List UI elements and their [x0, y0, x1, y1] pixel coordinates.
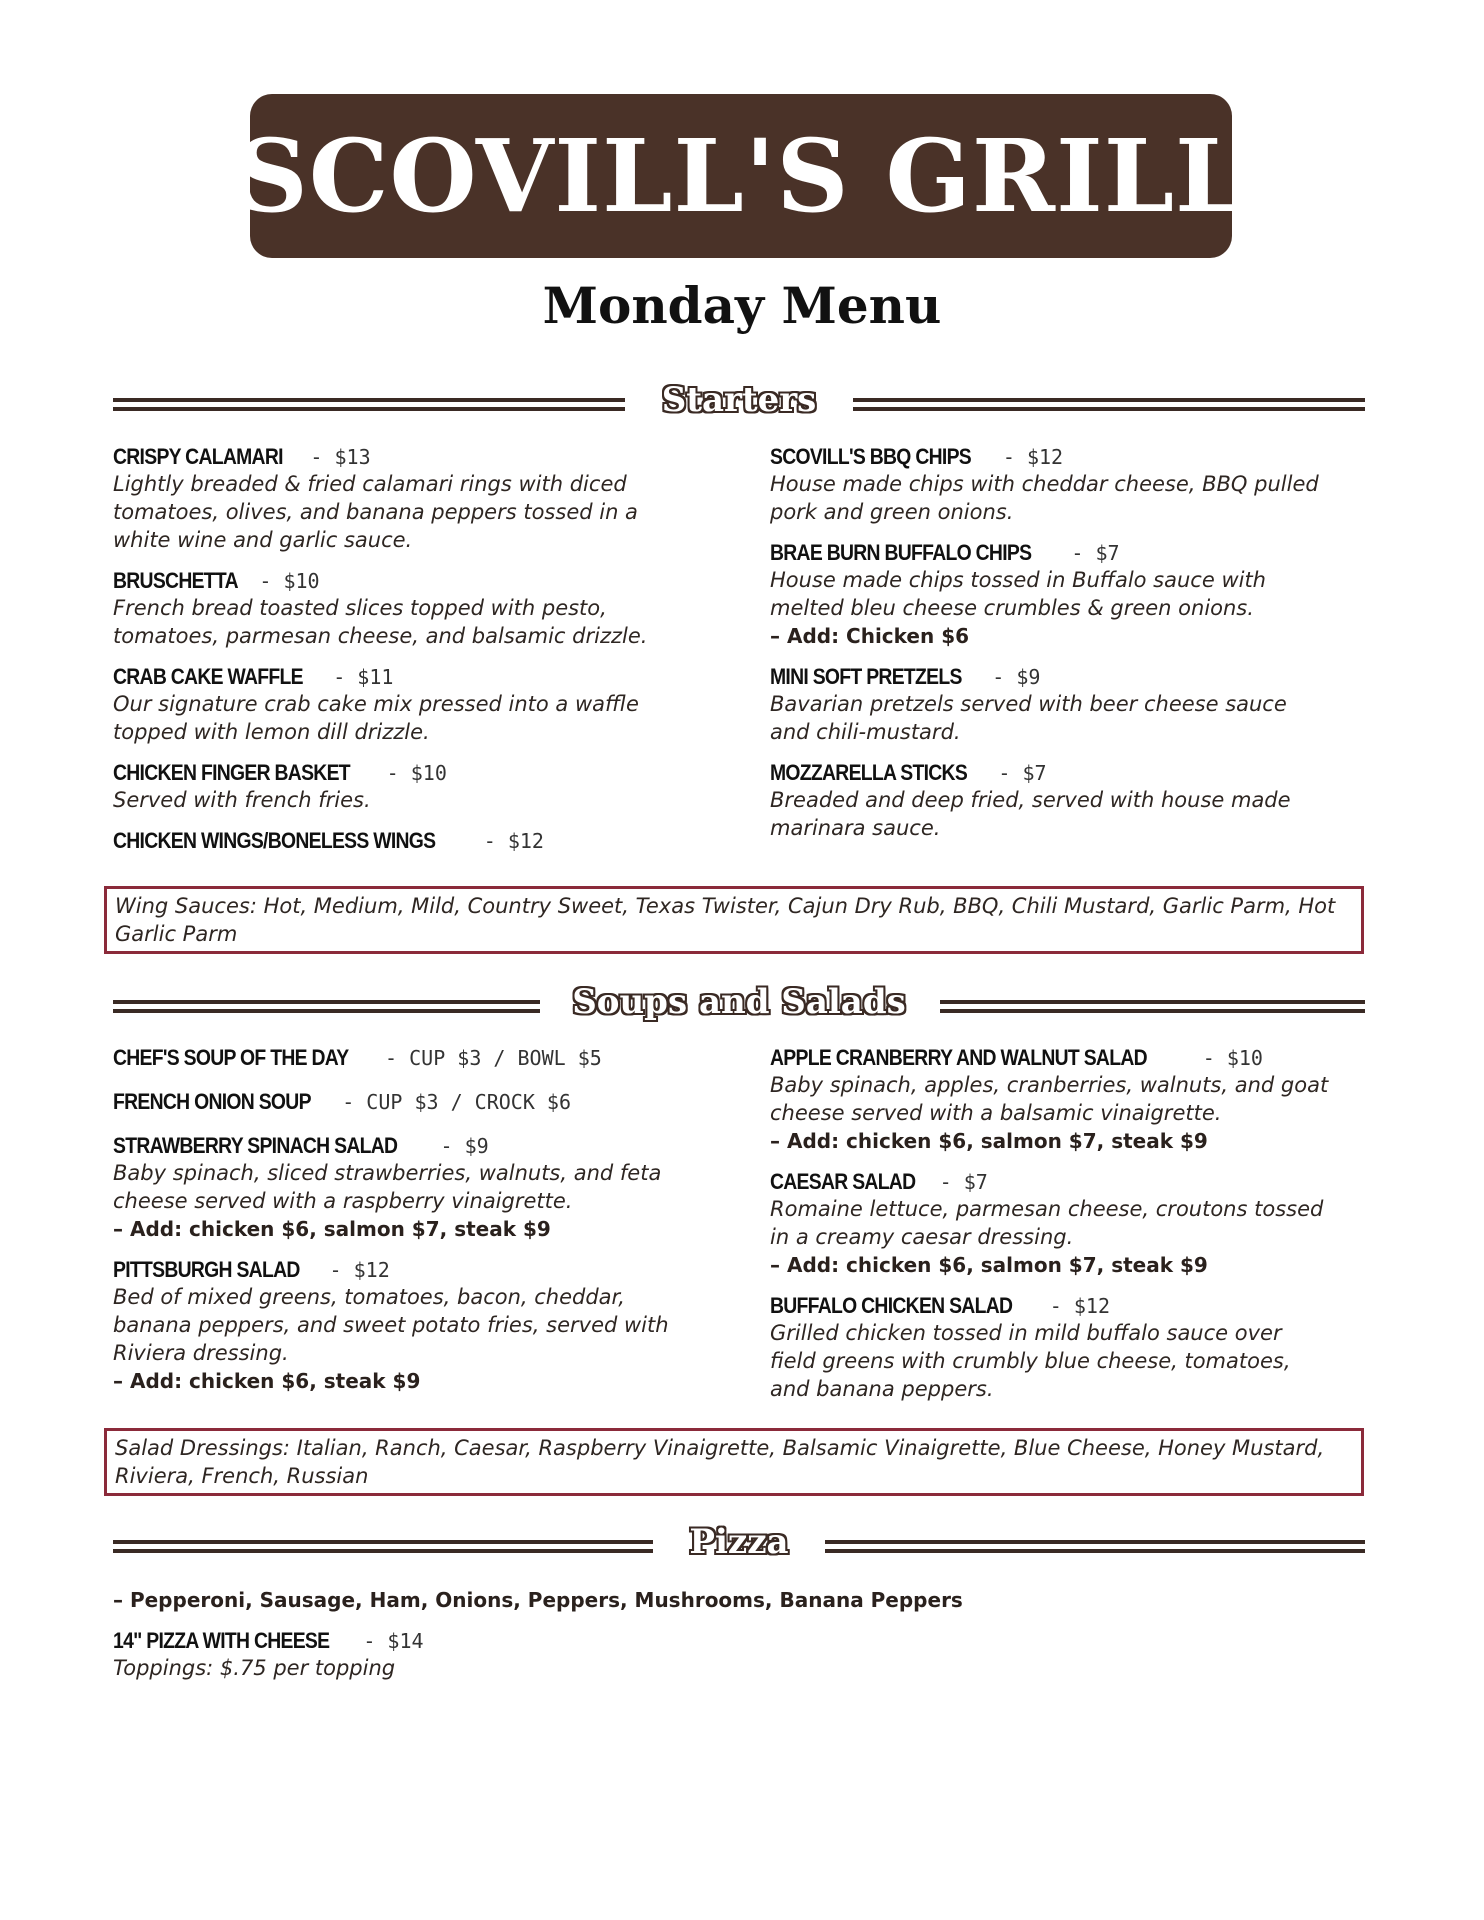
- item-name: CHEF'S SOUP OF THE DAY: [113, 1045, 349, 1070]
- menu-item: APPLE CRANBERRY AND WALNUT SALAD - $10 Baby spinach, apples, cranberries, walnuts, and goat cheese served with a balsamic vinaigrette. – Add: chicken $6, salmon $7, steak $9: [770, 1045, 1329, 1153]
- section-header-soups-salads: [113, 982, 1365, 1032]
- item-name: STRAWBERRY SPINACH SALAD: [113, 1133, 398, 1158]
- menu-item: CAESAR SALAD - $7 Romaine lettuce, parmesan cheese, croutons tossed in a creamy caesar dressing. – Add: chicken $6, salmon $7, steak $9: [770, 1169, 1330, 1279]
- item-description: Our signature crab cake mix pressed into a waffle topped with lemon dill drizzle.: [113, 692, 639, 744]
- menu-item: BUFFALO CHICKEN SALAD - $12 Grilled chicken tossed in mild buffalo sauce over field greens with crumbly blue cheese, tomatoes, and banana peppers.: [770, 1293, 1330, 1403]
- salad-dressings-note: Salad Dressings: Italian, Ranch, Caesar, Raspberry Vinaigrette, Balsamic Vinaigrette, Blue Cheese, Honey Mustard, Riviera, French, Russian: [104, 1428, 1364, 1496]
- menu-item: CRISPY CALAMARI - $13 Lightly breaded & fried calamari rings with diced tomatoes, olives, and banana peppers tossed in a white wine and garlic sauce.: [113, 444, 673, 554]
- item-description: Toppings: $.75 per topping: [113, 1656, 396, 1680]
- pizza-toppings-list: – Pepperoni, Sausage, Ham, Onions, Peppers, Mushrooms, Banana Peppers: [113, 1588, 963, 1612]
- item-description: Bavarian pretzels served with beer cheese sauce and chili-mustard.: [770, 692, 1287, 744]
- item-price: $11: [357, 665, 394, 689]
- item-name: MOZZARELLA STICKS: [770, 760, 968, 785]
- menu-item: PITTSBURGH SALAD - $12 Bed of mixed greens, tomatoes, bacon, cheddar, banana peppers, and sweet potato fries, served with Riviera dressing. – Add: chicken $6, steak $9: [113, 1257, 673, 1395]
- item-description: Baby spinach, apples, cranberries, walnuts, and goat cheese served with a balsamic vinaigrette.: [770, 1073, 1329, 1125]
- item-description: Baby spinach, sliced strawberries, walnuts, and feta cheese served with a raspberry vinaigrette.: [113, 1161, 662, 1213]
- item-addon: – Add: chicken $6, salmon $7, steak $9: [113, 1217, 551, 1241]
- divider-right: [825, 1540, 1365, 1553]
- item-name: SCOVILL'S BBQ CHIPS: [770, 444, 971, 469]
- restaurant-logo: [235, 94, 1247, 258]
- menu-item: 14" PIZZA WITH CHEESE - $14 Toppings: $.75 per topping: [113, 1628, 1313, 1682]
- section-title: Soups and Salads: [572, 982, 906, 1022]
- item-price: CUP $3 / BOWL $5: [409, 1046, 602, 1070]
- menu-item: BRUSCHETTA - $10 French bread toasted slices topped with pesto, tomatoes, parmesan cheese, and balsamic drizzle.: [113, 568, 673, 650]
- item-price: $7: [1022, 761, 1047, 785]
- item-description: House made chips tossed in Buffalo sauce with melted bleu cheese crumbles & green onions.: [770, 568, 1266, 620]
- item-addon: – Add: chicken $6, salmon $7, steak $9: [770, 1253, 1208, 1277]
- item-description: Breaded and deep fried, served with house made marinara sauce.: [770, 788, 1291, 840]
- item-price: $7: [1095, 541, 1120, 565]
- starters-right-column: [770, 444, 1330, 856]
- item-name: BUFFALO CHICKEN SALAD: [770, 1293, 1013, 1318]
- section-header-pizza: [113, 1522, 1365, 1572]
- divider-right: [940, 1000, 1365, 1013]
- menu-item: MOZZARELLA STICKS - $7 Breaded and deep fried, served with house made marinara sauce.: [770, 760, 1330, 842]
- item-name: FRENCH ONION SOUP: [113, 1089, 311, 1114]
- item-name: CRAB CAKE WAFFLE: [113, 664, 303, 689]
- item-name: APPLE CRANBERRY AND WALNUT SALAD: [770, 1045, 1147, 1070]
- item-price: $10: [410, 761, 447, 785]
- menu-item: CHICKEN FINGER BASKET - $10 Served with french fries.: [113, 760, 673, 814]
- menu-item: SCOVILL'S BBQ CHIPS - $12 House made chips with cheddar cheese, BBQ pulled pork and green onions.: [770, 444, 1330, 526]
- item-price: $12: [353, 1258, 390, 1282]
- item-description: Lightly breaded & fried calamari rings with diced tomatoes, olives, and banana peppers tossed in a white wine and garlic sauce.: [113, 472, 638, 552]
- item-addon: – Add: Chicken $6: [770, 624, 970, 648]
- item-price: $7: [963, 1170, 988, 1194]
- restaurant-name: SCOVILL'S GRILL: [235, 117, 1247, 235]
- item-price: $10: [1226, 1046, 1263, 1070]
- item-name: PITTSBURGH SALAD: [113, 1257, 300, 1282]
- starters-left-column: [113, 444, 673, 868]
- item-description: Served with french fries.: [113, 788, 371, 812]
- item-name: MINI SOFT PRETZELS: [770, 664, 962, 689]
- soups-right-column: [770, 1045, 1330, 1417]
- item-name: CRISPY CALAMARI: [113, 444, 283, 469]
- item-description: French bread toasted slices topped with pesto, tomatoes, parmesan cheese, and balsamic drizzle.: [113, 596, 648, 648]
- menu-item: STRAWBERRY SPINACH SALAD - $9 Baby spinach, sliced strawberries, walnuts, and feta cheese served with a raspberry vinaigrette. – Add: chicken $6, salmon $7, steak $9: [113, 1133, 673, 1243]
- item-name: CAESAR SALAD: [770, 1169, 916, 1194]
- menu-item: CHICKEN WINGS/BONELESS WINGS - $12: [113, 828, 544, 853]
- item-price: $10: [283, 569, 320, 593]
- item-addon: – Add: chicken $6, salmon $7, steak $9: [770, 1129, 1208, 1153]
- section-title: Pizza: [689, 1522, 789, 1562]
- item-name: BRAE BURN BUFFALO CHIPS: [770, 540, 1032, 565]
- wing-sauces-note: Wing Sauces: Hot, Medium, Mild, Country Sweet, Texas Twister, Cajun Dry Rub, BBQ, Chili Mustard, Garlic Parm, Hot Garlic Parm: [104, 886, 1364, 954]
- item-description: Grilled chicken tossed in mild buffalo sauce over field greens with crumbly blue cheese, tomatoes, and banana peppers.: [770, 1321, 1291, 1401]
- menu-item: FRENCH ONION SOUP - CUP $3 / CROCK $6: [113, 1089, 571, 1114]
- item-name: BRUSCHETTA: [113, 568, 238, 593]
- item-price: $9: [1016, 665, 1041, 689]
- item-price: $12: [507, 829, 544, 853]
- item-name: CHICKEN FINGER BASKET: [113, 760, 350, 785]
- item-description: Romaine lettuce, parmesan cheese, croutons tossed in a creamy caesar dressing.: [770, 1197, 1324, 1249]
- menu-item: BRAE BURN BUFFALO CHIPS - $7 House made chips tossed in Buffalo sauce with melted bleu cheese crumbles & green onions. – Add: Chicken $6: [770, 540, 1330, 650]
- item-price: $12: [1026, 445, 1064, 469]
- item-description: House made chips with cheddar cheese, BBQ pulled pork and green onions.: [770, 472, 1319, 524]
- pizza-column: [113, 1586, 1313, 1696]
- item-price: $14: [387, 1629, 424, 1653]
- item-description: Bed of mixed greens, tomatoes, bacon, cheddar, banana peppers, and sweet potato fries, served with Riviera dressing.: [113, 1285, 669, 1365]
- menu-item: CRAB CAKE WAFFLE - $11 Our signature crab cake mix pressed into a waffle topped with lemon dill drizzle.: [113, 664, 673, 746]
- soups-left-column: [113, 1045, 673, 1409]
- item-price: $12: [1073, 1294, 1110, 1318]
- item-name: CHICKEN WINGS/BONELESS WINGS: [113, 828, 436, 853]
- item-price: CUP $3 / CROCK $6: [366, 1090, 571, 1114]
- menu-item: CHEF'S SOUP OF THE DAY - CUP $3 / BOWL $5: [113, 1045, 602, 1070]
- item-price: $9: [464, 1134, 489, 1158]
- section-header-starters: [113, 380, 1365, 430]
- menu-title: Monday Menu: [542, 276, 942, 335]
- divider-right: [853, 398, 1365, 411]
- item-addon: – Add: chicken $6, steak $9: [113, 1369, 421, 1393]
- item-price: $13: [334, 445, 371, 469]
- menu-item: MINI SOFT PRETZELS - $9 Bavarian pretzels served with beer cheese sauce and chili-mustard.: [770, 664, 1330, 746]
- item-name: 14" PIZZA WITH CHEESE: [113, 1628, 330, 1653]
- section-title: Starters: [661, 380, 817, 420]
